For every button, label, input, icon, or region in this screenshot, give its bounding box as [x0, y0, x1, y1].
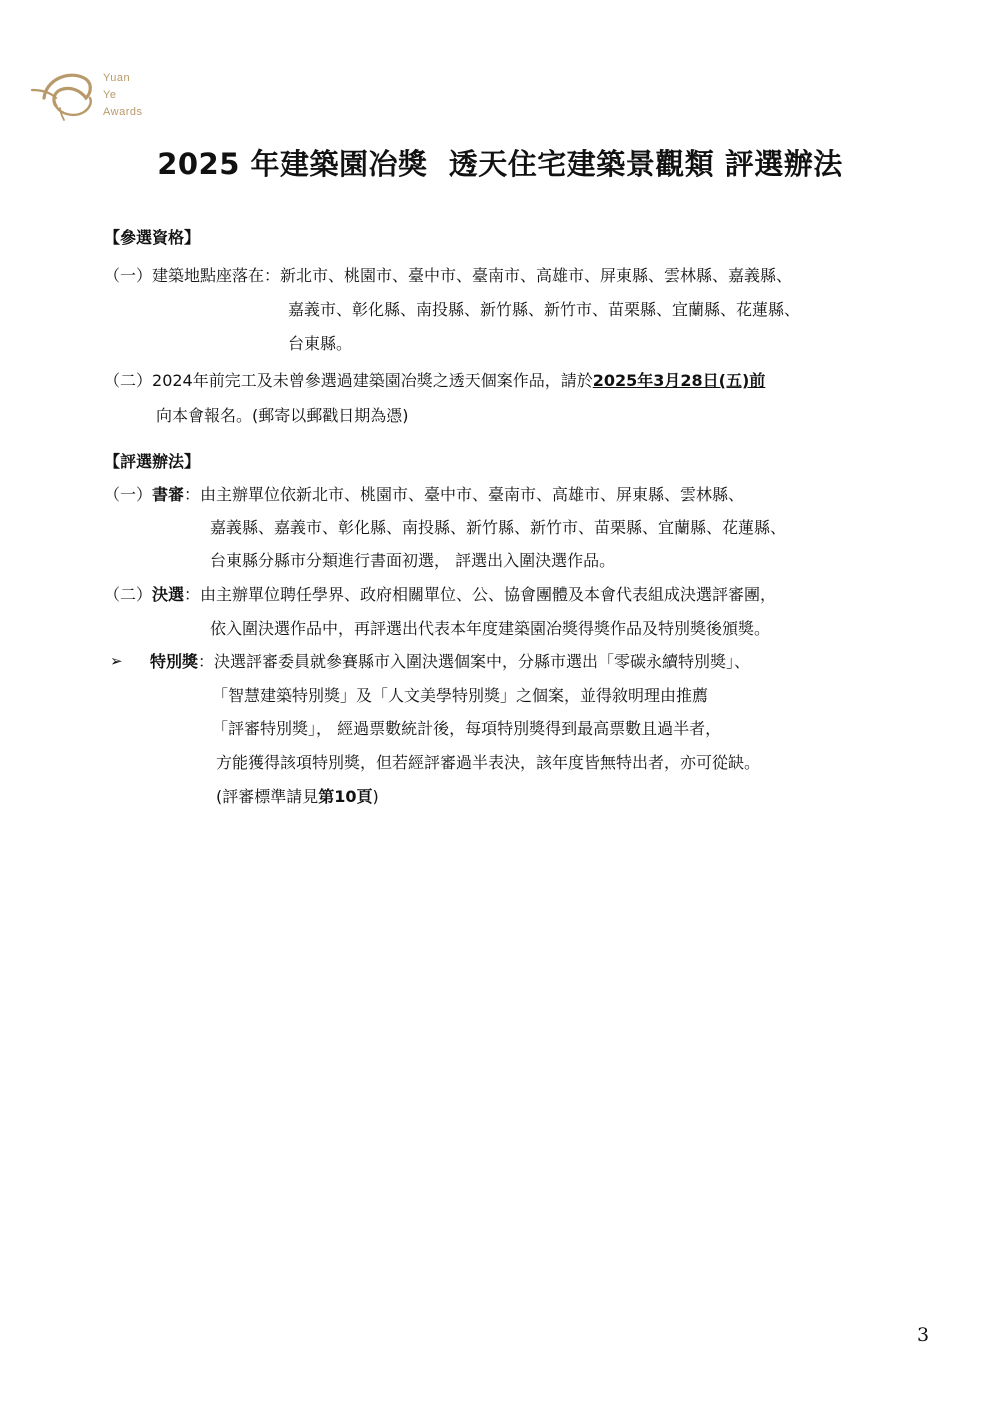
selection-item-2-label: 決選: [152, 585, 185, 604]
logo-wordmark: [103, 70, 142, 121]
eligibility-item-1-line-1: 新北市、桃園市、臺中市、臺南市、高雄市、屏東縣、雲林縣、嘉義縣、: [280, 266, 793, 285]
logo-line-1: Yuan: [103, 72, 131, 84]
special-award-line-4: 方能獲得該項特別獎，但若經評審過半表決，該年度皆無特出者，亦可從缺。: [216, 753, 761, 772]
section-heading-eligibility: 【參選資格】: [104, 228, 201, 247]
selection-item-2-line-1: ：由主辦單位聘任學界、政府相關單位、公、協會團體及本會代表組成決選評審團，: [184, 585, 777, 604]
eligibility-item-2-prefix: （二）: [104, 371, 153, 390]
special-award-label: 特別獎: [150, 652, 199, 671]
eligibility-item-1-line-3: 台東縣。: [288, 334, 353, 353]
logo-line-2: Ye: [103, 89, 117, 101]
special-award-item: [150, 652, 750, 672]
selection-item-2: [104, 585, 776, 605]
selection-item-1-label: 書審: [152, 485, 185, 504]
eligibility-item-2-text: 2024年前完工及未曾參選過建築園冶獎之透天個案作品，請於: [152, 371, 593, 390]
eligibility-item-1-prefix: （一）建築地點座落在：: [104, 266, 281, 285]
special-award-line-5: [216, 787, 379, 807]
eligibility-item-1: [104, 266, 792, 286]
special-award-line-3: 「評審特別獎」， 經過票數統計後，每項特別獎得到最高票數且過半者，: [212, 719, 722, 738]
eligibility-item-1-line-2: 嘉義市、彰化縣、南投縣、新竹縣、新竹市、苗栗縣、宜蘭縣、花蓮縣、: [288, 300, 801, 319]
criteria-reference-text: (評審標準請見: [216, 787, 319, 806]
registration-deadline: 2025年3月28日(五)前: [592, 371, 766, 390]
selection-item-1-line-1: ：由主辦單位依新北市、桃園市、臺中市、臺南市、高雄市、屏東縣、雲林縣、: [184, 485, 745, 504]
section-heading-selection: 【評選辦法】: [104, 452, 201, 471]
selection-item-1-prefix: （一）: [104, 485, 153, 504]
logo-line-3: Awards: [103, 106, 143, 118]
eligibility-item-2: [104, 371, 765, 391]
special-award-line-2: 「智慧建築特別獎」及「人文美學特別獎」之個案，並得敘明理由推薦: [212, 686, 709, 705]
selection-item-2-line-2: 依入圍決選作品中，再評選出代表本年度建築園冶獎得獎作品及特別獎後頒獎。: [210, 619, 771, 638]
selection-item-2-prefix: （二）: [104, 585, 153, 604]
special-award-line-1: ：決選評審委員就參賽縣市入圍決選個案中，分縣市選出「零碳永續特別獎」、: [198, 652, 751, 671]
yuan-ye-awards-logo: [30, 68, 160, 124]
criteria-page-reference: 第10頁: [318, 787, 373, 806]
selection-item-1-line-3: 台東縣分縣市分類進行書面初選， 評選出入圍決選作品。: [210, 551, 616, 570]
eligibility-item-2-line-2: 向本會報名。(郵寄以郵戳日期為憑): [156, 406, 409, 425]
page-title: 2025 年建築園冶獎 透天住宅建築景觀類 評選辦法: [157, 147, 843, 181]
selection-item-1-line-2: 嘉義縣、嘉義市、彰化縣、南投縣、新竹縣、新竹市、苗栗縣、宜蘭縣、花蓮縣、: [210, 518, 787, 537]
crane-logo-icon: [30, 68, 96, 124]
selection-item-1: [104, 485, 744, 505]
arrow-bullet-icon: ➢: [110, 652, 123, 670]
criteria-reference-close: ): [372, 787, 379, 806]
page-number: 3: [917, 1324, 930, 1346]
